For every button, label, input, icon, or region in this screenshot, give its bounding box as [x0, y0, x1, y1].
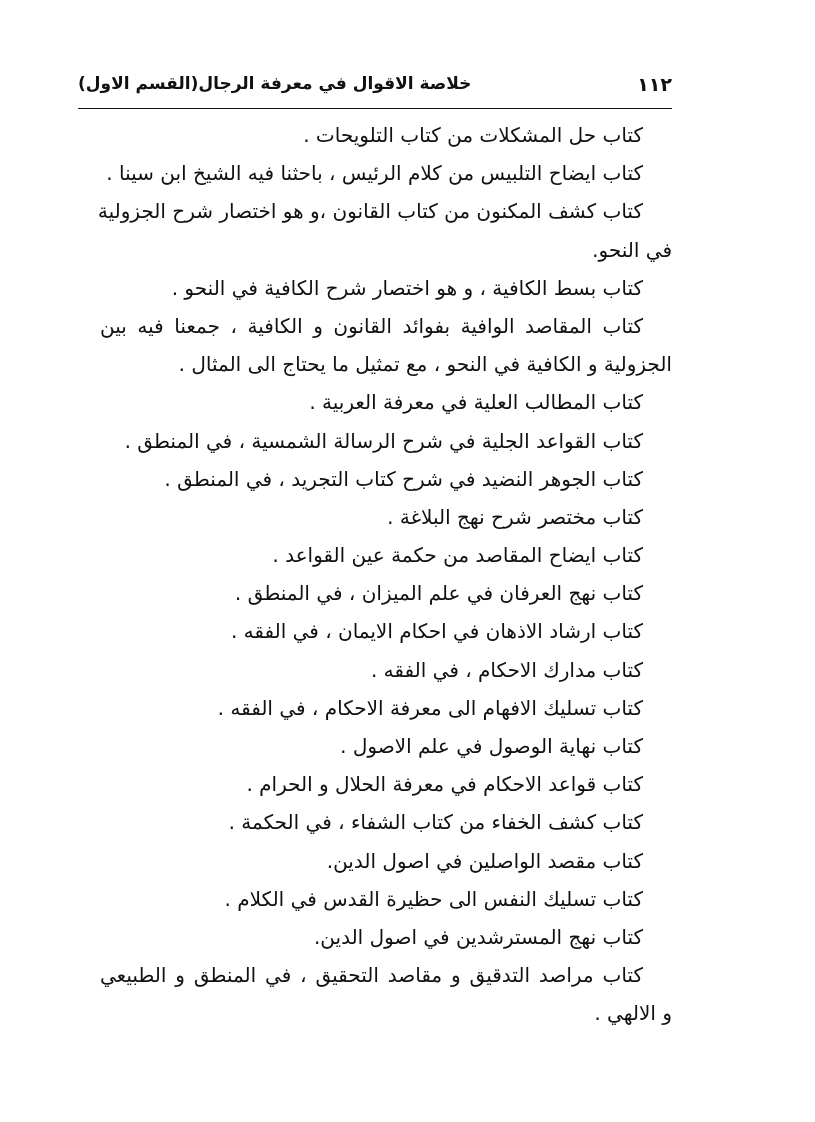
list-item: كتاب المطالب العلية في معرفة العربية .: [309, 390, 643, 415]
list-item: كتاب كشف الخفاء من كتاب الشفاء ، في الحكمة .: [228, 810, 643, 835]
list-item: كتاب تسليك النفس الى حظيرة القدس في الكلام .: [224, 886, 643, 911]
list-item: كتاب القواعد الجلية في شرح الرسالة الشمسية ، في المنطق .: [124, 428, 643, 453]
list-item-continuation: الجزولية و الكافية في النحو ، مع تمثيل ما يحتاج الى المثال .: [178, 352, 672, 377]
header-divider: [78, 108, 672, 109]
list-item: كتاب ايضاح التلبيس من كلام الرئيس ، باحثنا فيه الشيخ ابن سينا .: [106, 161, 643, 186]
list-item: كتاب نهج المسترشدين في اصول الدين.: [313, 924, 643, 949]
list-item: كتاب بسط الكافية ، و هو اختصار شرح الكافية في النحو .: [171, 275, 643, 300]
page-header: [78, 72, 672, 102]
list-item-continuation: و الالهي .: [594, 1001, 672, 1026]
list-item: كتاب ارشاد الاذهان في احكام الايمان ، في الفقه .: [230, 619, 643, 644]
list-item-continuation: في النحو.: [592, 237, 672, 262]
list-item: كتاب مختصر شرح نهج البلاغة .: [387, 504, 643, 529]
list-item: كتاب قواعد الاحكام في معرفة الحلال و الحرام .: [246, 772, 643, 797]
list-item: كتاب مقصد الواصلين في اصول الدين.: [326, 848, 643, 873]
list-item: كتاب نهج العرفان في علم الميزان ، في المنطق .: [234, 581, 643, 606]
list-item: كتاب المقاصد الوافية بفوائد القانون و الكافية ، جمعنا فيه بين: [100, 313, 643, 338]
list-item: كتاب تسليك الافهام الى معرفة الاحكام ، في الفقه .: [217, 695, 643, 720]
list-item: كتاب ايضاح المقاصد من حكمة عين القواعد .: [272, 543, 643, 568]
list-item: كتاب كشف المكنون من كتاب القانون ،و هو اختصار شرح الجزولية: [97, 199, 643, 224]
list-item: كتاب مدارك الاحكام ، في الفقه .: [370, 657, 643, 682]
list-item: كتاب مراصد التدقيق و مقاصد التحقيق ، في المنطق و الطبيعي: [100, 963, 643, 988]
running-title: خلاصة الاقوال في معرفة الرجال(القسم الاول): [78, 74, 472, 94]
list-item: كتاب حل المشكلات من كتاب التلويحات .: [303, 123, 643, 147]
book-list: [97, 116, 672, 1033]
list-item: كتاب الجوهر النضيد في شرح كتاب التجريد ، في المنطق .: [164, 466, 643, 491]
page-number: ١١٢: [637, 74, 672, 96]
list-item: كتاب نهاية الوصول في علم الاصول .: [340, 734, 643, 758]
